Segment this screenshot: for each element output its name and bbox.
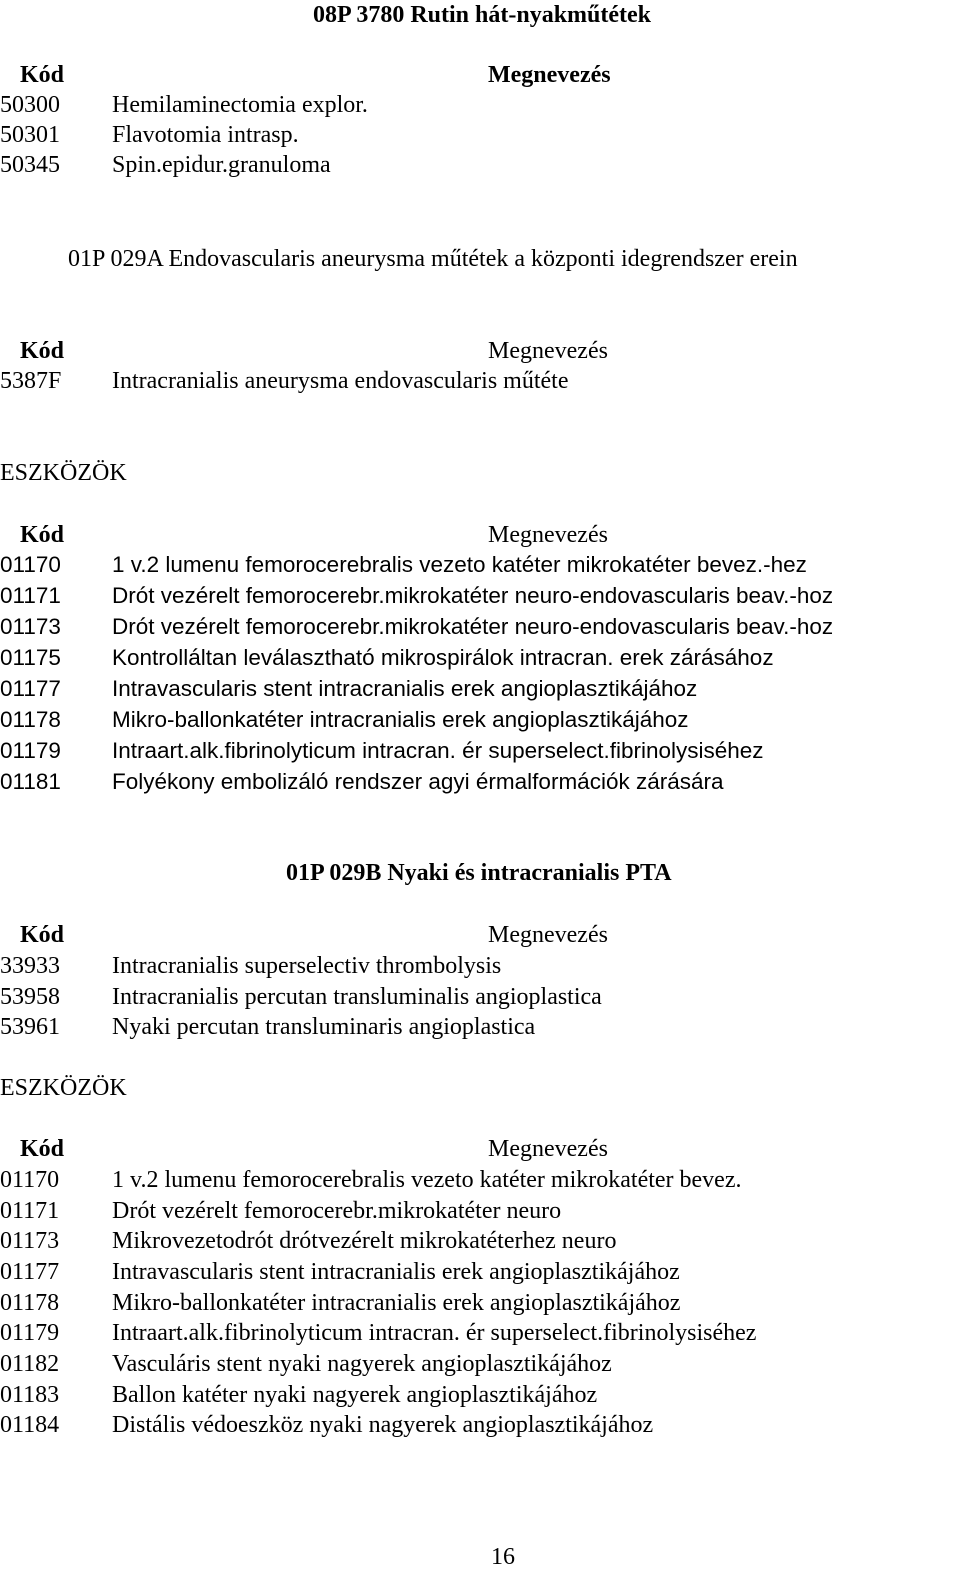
name-cell: Folyékony embolizáló rendszer agyi érmalformációk zárására [112,769,724,794]
code-cell: 01170 [0,1167,60,1193]
code-cell: 5387F [0,368,62,394]
name-cell: 1 v.2 lumenu femorocerebralis vezeto katéter mikrokatéter bevez. [112,1167,742,1193]
section-title-08p-3780: 08P 3780 Rutin hát-nyakműtétek [313,2,652,28]
name-cell: Vasculáris stent nyaki nagyerek angioplasztikájához [112,1351,612,1377]
column-header-kod: Kód [20,522,65,548]
code-cell: 50301 [0,122,60,148]
code-cell: 01178 [0,707,61,732]
section-title-01p-029a: 01P 029A Endovascularis aneurysma műtétek a központi idegrendszer erein [68,246,798,272]
code-cell: 01178 [0,1290,60,1316]
name-cell: Drót vezérelt femorocerebr.mikrokatéter neuro-endovascularis beav.-hoz [112,583,834,608]
code-cell: 01181 [0,769,61,794]
name-cell: Mikrovezetodrót drótvezérelt mikrokatéterhez neuro [112,1228,617,1254]
page-number: 16 [491,1544,515,1570]
name-cell: Intracranialis percutan transluminalis angioplastica [112,984,602,1010]
code-cell: 01171 [0,1198,60,1224]
code-cell: 01179 [0,1320,60,1346]
code-cell: 33933 [0,953,60,979]
name-cell: Intravascularis stent intracranialis erek angioplasztikájához [112,676,698,701]
name-cell: Drót vezérelt femorocerebr.mikrokatéter neuro [112,1198,562,1224]
name-cell: 1 v.2 lumenu femorocerebralis vezeto katéter mikrokatéter bevez.-hez [112,552,807,577]
name-cell: Intravascularis stent intracranialis erek angioplasztikájához [112,1259,680,1285]
name-cell: Kontrolláltan leválasztható mikrospirálok intracran. erek zárásához [112,645,774,670]
name-cell: Drót vezérelt femorocerebr.mikrokatéter neuro-endovascularis beav.-hoz [112,614,834,639]
column-header-kod: Kód [20,922,65,948]
code-cell: 01179 [0,738,61,763]
column-header-megnevezes: Megnevezés [488,1136,608,1162]
eszkozok-label: ESZKÖZÖK [0,460,127,486]
code-cell: 01173 [0,1228,60,1254]
code-cell: 01175 [0,645,61,670]
code-cell: 50345 [0,152,60,178]
name-cell: Intraart.alk.fibrinolyticum intracran. ér superselect.fibrinolysiséhez [112,1320,757,1346]
code-cell: 53958 [0,984,60,1010]
name-cell: Flavotomia intrasp. [112,122,299,148]
code-cell: 50300 [0,92,60,118]
code-cell: 01184 [0,1412,60,1438]
name-cell: Hemilaminectomia explor. [112,92,368,118]
name-cell: Ballon katéter nyaki nagyerek angioplasztikájához [112,1382,598,1408]
column-header-megnevezes: Megnevezés [488,522,608,548]
code-cell: 01170 [0,552,61,577]
name-cell: Intracranialis aneurysma endovascularis műtéte [112,368,569,394]
code-cell: 53961 [0,1014,60,1040]
column-header-kod: Kód [20,62,65,88]
eszkozok-label: ESZKÖZÖK [0,1075,127,1101]
column-header-megnevezes: Megnevezés [488,338,608,364]
name-cell: Mikro-ballonkatéter intracranialis erek angioplasztikájához [112,1290,681,1316]
name-cell: Intracranialis superselectiv thrombolysis [112,953,502,979]
name-cell: Mikro-ballonkatéter intracranialis erek angioplasztikájához [112,707,689,732]
column-header-megnevezes: Megnevezés [488,922,608,948]
name-cell: Spin.epidur.granuloma [112,152,331,178]
code-cell: 01173 [0,614,61,639]
name-cell: Intraart.alk.fibrinolyticum intracran. ér superselect.fibrinolysiséhez [112,738,764,763]
column-header-kod: Kód [20,338,65,364]
column-header-kod: Kód [20,1136,65,1162]
section-title-01p-029b: 01P 029B Nyaki és intracranialis PTA [286,860,672,886]
column-header-megnevezes: Megnevezés [488,62,611,88]
code-cell: 01177 [0,676,61,701]
code-cell: 01182 [0,1351,60,1377]
name-cell: Distális védoeszköz nyaki nagyerek angioplasztikájához [112,1412,654,1438]
code-cell: 01177 [0,1259,60,1285]
name-cell: Nyaki percutan transluminaris angioplastica [112,1014,536,1040]
code-cell: 01183 [0,1382,60,1408]
code-cell: 01171 [0,583,61,608]
